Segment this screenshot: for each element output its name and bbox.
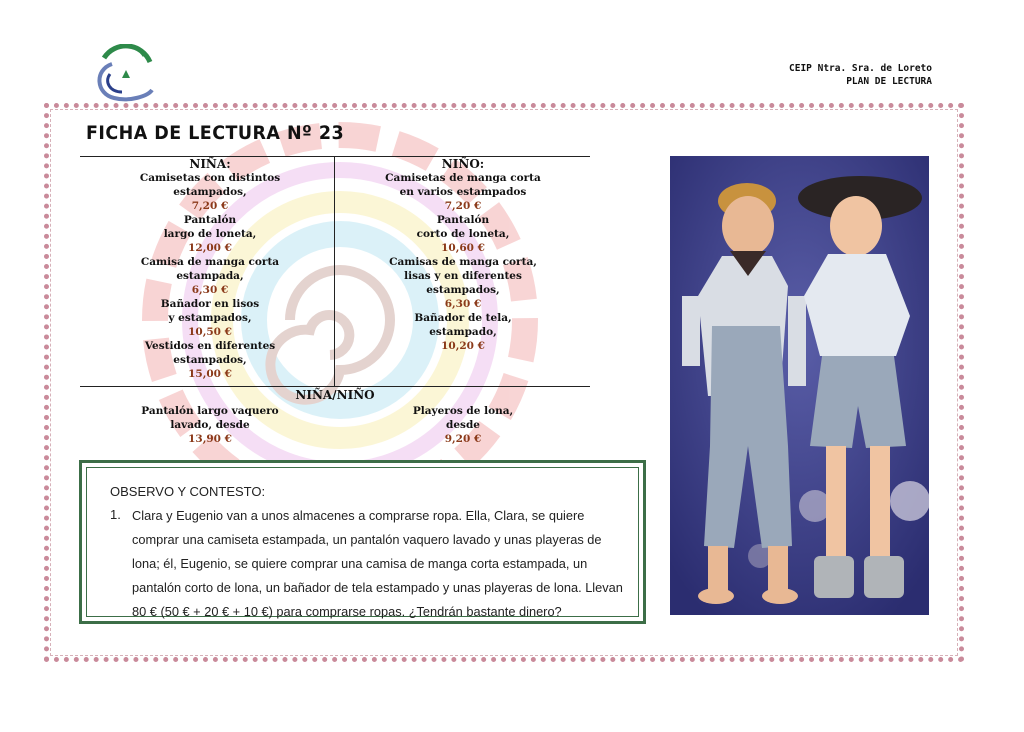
item-desc: en varios estampados (399, 186, 527, 198)
list-item (370, 255, 556, 311)
item-price: 15,00 € (188, 368, 232, 380)
item-desc: corto de loneta, (416, 228, 510, 240)
children-clothing-photo (670, 156, 929, 615)
item-desc: Bañador de tela, (414, 312, 512, 324)
list-item (120, 255, 300, 297)
item-desc: y estampados, (168, 312, 252, 324)
girl-column (120, 157, 300, 381)
list-item (120, 297, 300, 339)
both-item-jeans (120, 404, 300, 446)
item-price: 6,30 € (191, 284, 229, 296)
girl-heading: NIÑA: (189, 157, 231, 171)
item-desc: desde (446, 419, 480, 431)
item-desc: estampados, (173, 186, 247, 198)
item-desc: Pantalón (183, 214, 237, 226)
list-item (120, 213, 300, 255)
item-desc: Pantalón (436, 214, 490, 226)
boy-heading: NIÑO: (441, 157, 485, 171)
item-price: 12,00 € (188, 242, 232, 254)
item-desc: estampada, (176, 270, 244, 282)
item-desc: Camisetas de manga corta (385, 172, 541, 184)
item-desc: Playeros de lona, (412, 405, 514, 417)
item-desc: Camisas de manga corta, (389, 256, 537, 268)
question-label: OBSERVO Y CONTESTO: (110, 484, 266, 499)
item-desc: estampados, (173, 354, 247, 366)
item-price: 9,20 € (444, 433, 482, 445)
item-desc: lisas y en diferentes estampados, (404, 270, 522, 296)
item-price: 10,60 € (441, 242, 485, 254)
page-title: FICHA DE LECTURA Nº 23 (86, 122, 345, 144)
item-desc: lavado, desde (170, 419, 250, 431)
item-price: 10,20 € (441, 340, 485, 352)
both-heading: NIÑA/NIÑO (295, 388, 375, 402)
table-column-divider (334, 156, 335, 386)
both-item-sneakers (370, 404, 556, 446)
item-desc: Pantalón largo vaquero (141, 405, 279, 417)
item-desc: Bañador en lisos (160, 298, 260, 310)
item-price: 10,50 € (188, 326, 232, 338)
item-price: 13,90 € (188, 433, 232, 445)
list-item (370, 171, 556, 213)
item-price: 7,20 € (191, 200, 229, 212)
list-item (120, 339, 300, 381)
item-desc: estampado, (429, 326, 497, 338)
question-box (79, 460, 646, 624)
list-item (370, 311, 556, 353)
school-name: CEIP Ntra. Sra. de Loreto (789, 63, 932, 74)
question-text: Clara y Eugenio van a unos almacenes a comprarse ropa. Ella, Clara, se quiere comprar una camiseta estampada, un pantalón vaquero lavado y unas playeras de lona; él, Eugenio, se quiere comprar una camisa de manga corta estampada, un pantalón corto de lona, un bañador de tela estampado y unas playeras de lona. Llevan 80 € (50 € + 20 € + 10 €) para comprarse ropas. ¿Tendrán bastante dinero? (132, 508, 623, 619)
list-item (120, 171, 300, 213)
item-desc: largo de loneta, (163, 228, 257, 240)
junta-logo-icon (90, 44, 156, 104)
item-price: 6,30 € (444, 298, 482, 310)
program-name: PLAN DE LECTURA (846, 76, 932, 87)
school-header (789, 62, 932, 88)
item-desc: Vestidos en diferentes (144, 340, 276, 352)
list-item (370, 213, 556, 255)
item-desc: Camisa de manga corta (140, 256, 280, 268)
table-middle-rule (80, 386, 590, 387)
question-number: 1. (110, 507, 121, 522)
item-desc: Camisetas con distintos (139, 172, 281, 184)
boy-column (370, 157, 556, 353)
item-price: 7,20 € (444, 200, 482, 212)
